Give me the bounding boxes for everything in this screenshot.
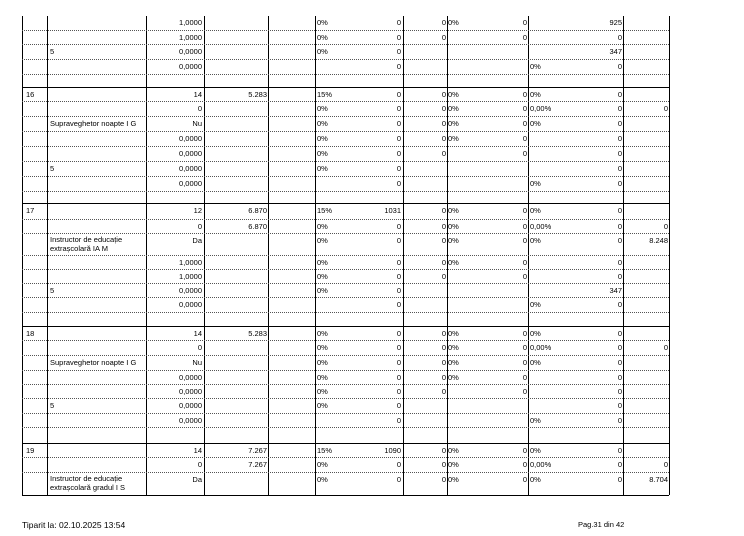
table-cell: 0% [317, 401, 328, 410]
table-cell: 7.267 [248, 446, 267, 455]
table-cell: 0 [522, 358, 527, 367]
table-cell: 0 [441, 343, 446, 352]
table-cell: 5.283 [248, 329, 267, 338]
table-cell: 0 [617, 300, 622, 309]
table-cell: 0 [522, 104, 527, 113]
row-divider [22, 233, 669, 234]
table-cell: 0,00% [530, 222, 552, 231]
table-cell: 5 [50, 164, 55, 173]
table-cell: 0,0000 [179, 300, 202, 309]
table-cell: 0 [441, 119, 446, 128]
table-cell: 0 [396, 90, 401, 99]
table-cell: 6.870 [248, 222, 267, 231]
table-cell: 0 [522, 258, 527, 267]
table-cell: 0% [317, 134, 328, 143]
table-cell: 0 [617, 206, 622, 215]
table-cell: 0% [448, 18, 459, 27]
table-cell: 0 [617, 179, 622, 188]
table-cell: 0 [441, 373, 446, 382]
table-cell: 0 [441, 236, 446, 245]
table-cell: 0 [617, 343, 622, 352]
table-cell: 0% [317, 47, 328, 56]
table-cell: 0 [396, 18, 401, 27]
table-cell: 0 [441, 387, 446, 396]
row-divider [22, 413, 669, 414]
table-cell: 0% [317, 119, 328, 128]
table-cell: 0% [448, 446, 459, 455]
table-cell: 347 [609, 286, 622, 295]
table-cell: 0 [522, 343, 527, 352]
table-cell: 0% [317, 358, 328, 367]
table-cell: 0 [197, 343, 202, 352]
row-divider [22, 59, 669, 60]
row-divider [22, 297, 669, 298]
table-cell: 0% [317, 387, 328, 396]
table-cell: 0 [441, 90, 446, 99]
table-cell: 0% [448, 206, 459, 215]
table-cell: 0,0000 [179, 149, 202, 158]
table-cell: 0 [522, 90, 527, 99]
table-cell: 0 [396, 329, 401, 338]
table-cell: Instructor de educație extrașcolară IA M [50, 235, 123, 253]
table-cell: 0% [317, 149, 328, 158]
table-cell: 15% [317, 90, 333, 99]
table-cell: 0 [396, 179, 401, 188]
table-cell: 0,0000 [179, 179, 202, 188]
row-divider [22, 219, 669, 220]
table-cell: 0 [522, 373, 527, 382]
table-cell: 0 [522, 475, 527, 484]
table-cell: 0 [441, 358, 446, 367]
table-cell: 0 [396, 236, 401, 245]
table-cell: 0 [441, 460, 446, 469]
table-cell: 14 [193, 90, 202, 99]
table-cell: 0 [663, 104, 668, 113]
table-cell: 0% [448, 104, 459, 113]
table-cell: 0% [530, 358, 541, 367]
table-cell: 0 [197, 222, 202, 231]
table-cell: 0 [396, 373, 401, 382]
table-cell: 0 [617, 416, 622, 425]
table-cell: 19 [26, 446, 35, 455]
table-cell: 5 [50, 47, 55, 56]
table-cell: 1,0000 [179, 33, 202, 42]
table-cell: 0,00% [530, 104, 552, 113]
row-divider [22, 312, 669, 313]
table-cell: 0 [663, 222, 668, 231]
table-cell: 0% [317, 164, 328, 173]
table-cell: 5.283 [248, 90, 267, 99]
table-cell: 0% [530, 475, 541, 484]
table-cell: 0 [197, 104, 202, 113]
table-cell: Supraveghetor noapte I G [50, 119, 137, 128]
table-cell: 0 [441, 272, 446, 281]
table-cell: 0 [441, 18, 446, 27]
row-divider [22, 161, 669, 162]
table-cell: 0 [617, 222, 622, 231]
table-cell: 0 [522, 446, 527, 455]
table-cell: 0 [617, 134, 622, 143]
table-cell: 0% [530, 446, 541, 455]
table-cell: 0% [317, 222, 328, 231]
table-cell: 12 [193, 206, 202, 215]
table-cell: 0% [530, 62, 541, 71]
table-cell: 5 [50, 286, 55, 295]
table-cell: 0,0000 [179, 62, 202, 71]
table-cell: 0,0000 [179, 401, 202, 410]
table-cell: 7.267 [248, 460, 267, 469]
table-cell: 14 [193, 329, 202, 338]
table-cell: 0 [396, 33, 401, 42]
table-cell: 0 [522, 33, 527, 42]
table-cell: 1,0000 [179, 18, 202, 27]
table-cell: 0 [617, 373, 622, 382]
table-cell: 0 [441, 134, 446, 143]
table-cell: 0 [396, 343, 401, 352]
row-divider [22, 398, 669, 399]
table-cell: 0% [530, 300, 541, 309]
table-cell: 15% [317, 446, 333, 455]
table-cell: 0,0000 [179, 286, 202, 295]
table-cell: 0 [396, 47, 401, 56]
table-cell: Da [192, 475, 202, 484]
table-cell: 0 [441, 475, 446, 484]
table-cell: 0 [522, 387, 527, 396]
table-cell: 0,0000 [179, 387, 202, 396]
table-cell: 0 [617, 104, 622, 113]
table-cell: 0% [317, 373, 328, 382]
table-cell: 0 [396, 416, 401, 425]
table-cell: Da [192, 236, 202, 245]
table-cell: 0,0000 [179, 416, 202, 425]
table-cell: 0% [530, 329, 541, 338]
table-cell: 0 [396, 62, 401, 71]
table-cell: 0,00% [530, 460, 552, 469]
page-number: Pag.31 din 42 [578, 520, 625, 529]
table-cell: 0 [396, 134, 401, 143]
table-cell: 0 [663, 343, 668, 352]
table-cell: 8.248 [649, 236, 668, 245]
row-divider [22, 44, 669, 45]
table-cell: 0 [396, 300, 401, 309]
table-cell: 0 [396, 119, 401, 128]
row-divider [22, 269, 669, 270]
table-cell: 0% [530, 236, 541, 245]
table-cell: Supraveghetor noapte I G [50, 358, 137, 367]
table-cell: 0 [617, 460, 622, 469]
table-cell: 0% [317, 475, 328, 484]
table-cell: 0,00% [530, 343, 552, 352]
table-cell: 0 [617, 358, 622, 367]
table-cell: 0 [396, 164, 401, 173]
table-cell: Nu [192, 119, 202, 128]
table-cell: 0% [317, 258, 328, 267]
table-cell: 0% [317, 104, 328, 113]
table-cell: 0 [396, 222, 401, 231]
table-cell: 0 [396, 104, 401, 113]
table-cell: 0 [617, 149, 622, 158]
row-divider [22, 495, 669, 496]
row-divider [22, 74, 669, 75]
table-cell: 0% [448, 222, 459, 231]
row-divider [22, 427, 669, 428]
table-cell: 8.704 [649, 475, 668, 484]
row-divider [22, 116, 669, 117]
table-cell: 0 [617, 258, 622, 267]
table-cell: 0 [617, 446, 622, 455]
table-cell: 18 [26, 329, 35, 338]
table-cell: 0 [617, 119, 622, 128]
table-cell: 0% [317, 272, 328, 281]
table-cell: 0 [396, 387, 401, 396]
table-cell: 347 [609, 47, 622, 56]
table-cell: 0 [617, 90, 622, 99]
table-cell: 0 [522, 272, 527, 281]
row-divider [22, 203, 669, 204]
table-cell: 0% [317, 236, 328, 245]
table-cell: 16 [26, 90, 35, 99]
table-cell: 1,0000 [179, 258, 202, 267]
table-cell: 0% [448, 90, 459, 99]
row-divider [22, 191, 669, 192]
table-cell: 0 [396, 475, 401, 484]
row-divider [22, 87, 669, 88]
table-cell: 0% [530, 90, 541, 99]
table-cell: 0% [530, 119, 541, 128]
table-cell: 0 [396, 149, 401, 158]
table-cell: 0 [617, 33, 622, 42]
table-cell: 0% [530, 206, 541, 215]
table-cell: 0 [617, 329, 622, 338]
table-cell: 0 [441, 104, 446, 113]
table-cell: 0% [448, 236, 459, 245]
table-cell: 0 [396, 358, 401, 367]
table-cell: 0 [441, 206, 446, 215]
table-cell: 0 [617, 272, 622, 281]
table-cell: 14 [193, 446, 202, 455]
table-cell: 0,0000 [179, 373, 202, 382]
row-divider [22, 457, 669, 458]
table-cell: 0 [522, 329, 527, 338]
table-cell: 0,0000 [179, 47, 202, 56]
row-divider [22, 472, 669, 473]
table-cell: 0 [522, 460, 527, 469]
table-cell: 0 [441, 258, 446, 267]
row-divider [22, 146, 669, 147]
table-cell: 1,0000 [179, 272, 202, 281]
table-cell: 0% [317, 343, 328, 352]
table-cell: 0 [441, 149, 446, 158]
table-cell: 5 [50, 401, 55, 410]
table-cell: 925 [609, 18, 622, 27]
row-divider [22, 370, 669, 371]
column-divider [669, 16, 670, 495]
table-cell: 0 [522, 134, 527, 143]
table-cell: 0 [617, 236, 622, 245]
table-cell: 0 [663, 460, 668, 469]
table-cell: 0 [441, 329, 446, 338]
row-divider [22, 340, 669, 341]
table-cell: 1031 [384, 206, 401, 215]
row-divider [22, 176, 669, 177]
table-cell: 0% [448, 119, 459, 128]
table-cell: 0 [396, 258, 401, 267]
table-cell: 0% [448, 134, 459, 143]
table-cell: 0 [617, 387, 622, 396]
table-cell: 0 [522, 222, 527, 231]
row-divider [22, 326, 669, 327]
table-cell: 0 [522, 18, 527, 27]
table-cell: 0% [448, 460, 459, 469]
table-cell: 0% [448, 373, 459, 382]
row-divider [22, 283, 669, 284]
table-cell: 0% [317, 33, 328, 42]
table-cell: Instructor de educație extrașcolară gradul I S [50, 474, 126, 492]
row-divider [22, 131, 669, 132]
printed-timestamp: Tiparit la: 02.10.2025 13:54 [22, 520, 126, 530]
row-divider [22, 101, 669, 102]
table-cell: 0% [317, 18, 328, 27]
row-divider [22, 384, 669, 385]
table-cell: 0 [617, 401, 622, 410]
table-cell: 0% [530, 179, 541, 188]
row-divider [22, 355, 669, 356]
table-cell: 0% [448, 475, 459, 484]
table-cell: 0 [617, 62, 622, 71]
table-cell: 0 [441, 446, 446, 455]
row-divider [22, 255, 669, 256]
table-cell: 0 [522, 206, 527, 215]
table-cell: 0 [522, 119, 527, 128]
table-cell: 0,0000 [179, 134, 202, 143]
table-cell: 0% [317, 460, 328, 469]
table-cell: 0% [317, 329, 328, 338]
table-cell: 0 [617, 164, 622, 173]
row-divider [22, 30, 669, 31]
table-cell: 0,0000 [179, 164, 202, 173]
table-cell: 0% [448, 258, 459, 267]
table-cell: 0% [448, 329, 459, 338]
table-cell: 0 [441, 33, 446, 42]
row-divider [22, 443, 669, 444]
table-cell: 0 [441, 222, 446, 231]
table-cell: 0% [448, 343, 459, 352]
table-cell: 0% [448, 358, 459, 367]
table-cell: 6.870 [248, 206, 267, 215]
table-cell: 0 [522, 149, 527, 158]
table-cell: 0 [396, 401, 401, 410]
table-cell: 15% [317, 206, 333, 215]
table-cell: 0 [396, 286, 401, 295]
table-cell: 0 [197, 460, 202, 469]
table-cell: Nu [192, 358, 202, 367]
table-cell: 0 [617, 475, 622, 484]
table-cell: 0% [530, 416, 541, 425]
table-cell: 0 [396, 272, 401, 281]
table-cell: 0 [522, 236, 527, 245]
table-cell: 1090 [384, 446, 401, 455]
table-cell: 0 [396, 460, 401, 469]
table-cell: 17 [26, 206, 35, 215]
table-cell: 0% [317, 286, 328, 295]
